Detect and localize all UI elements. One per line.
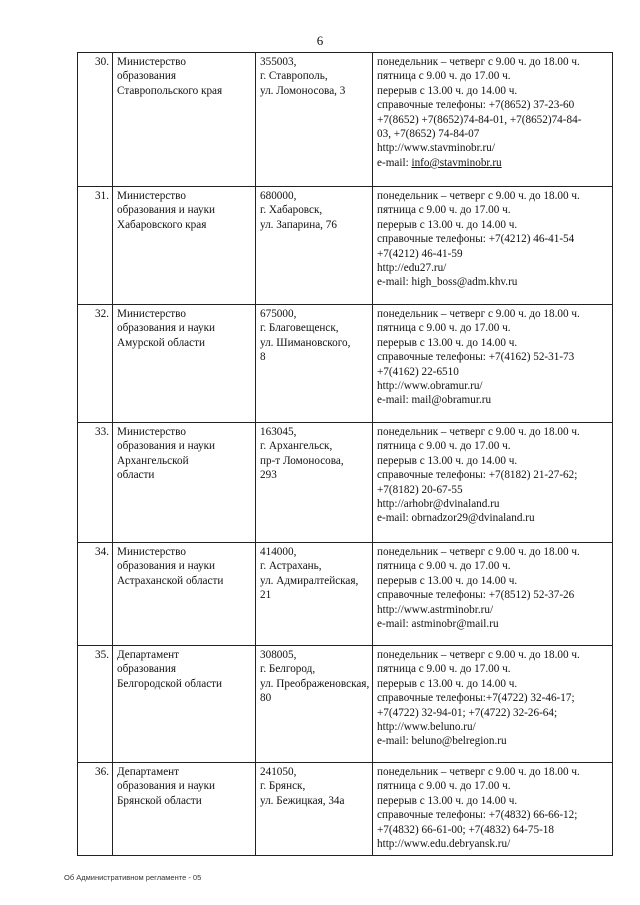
phone-line: справочные телефоны: +7(4212) 46-41-54: [377, 233, 575, 246]
page-number: 6: [316, 33, 324, 48]
contact-info-cell: [373, 305, 613, 423]
row-number: 34.: [95, 546, 109, 558]
phone-line: +7(4212) 46-41-59: [377, 247, 463, 260]
schedule-line: перерыв с 13.00 ч. до 14.00 ч.: [377, 84, 518, 97]
organization-line: Министерство: [117, 426, 186, 438]
address-line: 21: [260, 589, 272, 602]
phone-line: +7(8182) 20-67-55: [377, 483, 463, 496]
organization-line: Амурской области: [117, 336, 205, 349]
phone-line: 03, +7(8652) 74-84-07: [377, 128, 480, 141]
phone-line: справочные телефоны: +7(4162) 52-31-73: [377, 351, 575, 364]
website-link: http://edu27.ru/: [377, 262, 447, 275]
address-line: 308005,: [260, 649, 297, 661]
organization-line: Архангельской: [117, 454, 189, 467]
address-line: г. Хабаровск,: [260, 204, 323, 217]
organization-line: Астраханской области: [117, 574, 224, 587]
address-cell: [256, 543, 373, 646]
schedule-line: перерыв с 13.00 ч. до 14.00 ч.: [377, 454, 518, 467]
schedule-line: понедельник – четверг с 9.00 ч. до 18.00 ч.: [377, 56, 580, 68]
table-row: [78, 53, 613, 187]
organization-line: образования и науки: [117, 780, 215, 793]
address-line: 680000,: [260, 190, 297, 202]
email-address: info@stavminobr.ru: [411, 156, 502, 169]
phone-line: +7(8652) +7(8652)74-84-01, +7(8652)74-84-: [377, 113, 582, 126]
schedule-line: пятница с 9.00 ч. до 17.00 ч.: [377, 70, 511, 83]
table-row: [78, 187, 613, 305]
address-line: г. Ставрополь,: [260, 70, 328, 83]
phone-line: справочные телефоны: +7(4832) 66-66-12;: [377, 809, 578, 822]
address-line: 355003,: [260, 56, 297, 68]
phone-line: справочные телефоны: +7(8182) 21-27-62;: [377, 469, 578, 482]
organization-cell: [113, 187, 256, 305]
address-line: 414000,: [260, 546, 297, 558]
address-line: ул. Шимановского,: [260, 336, 351, 349]
email-line: [377, 393, 609, 407]
organization-line: образования и науки: [117, 322, 215, 335]
phone-line: справочные телефоны:+7(4722) 32-46-17;: [377, 692, 575, 705]
schedule-line: пятница с 9.00 ч. до 17.00 ч.: [377, 780, 511, 793]
email-line: [377, 275, 609, 289]
schedule-line: понедельник – четверг с 9.00 ч. до 18.00 ч.: [377, 546, 580, 558]
organization-line: Хабаровского края: [117, 218, 207, 231]
address-line: ул. Бежицкая, 34а: [260, 794, 345, 807]
email-label: e-mail:: [377, 512, 412, 525]
row-number-cell: [78, 187, 113, 305]
email-line: [377, 734, 609, 748]
row-number-cell: [78, 543, 113, 646]
address-line: ул. Преображеновская,: [260, 677, 370, 690]
schedule-line: перерыв с 13.00 ч. до 14.00 ч.: [377, 794, 518, 807]
schedule-line: перерыв с 13.00 ч. до 14.00 ч.: [377, 574, 518, 587]
phone-line: справочные телефоны: +7(8652) 37-23-60: [377, 99, 575, 112]
phone-line: +7(4162) 22-6510: [377, 365, 459, 378]
address-line: 675000,: [260, 308, 297, 320]
address-cell: [256, 423, 373, 543]
row-number: 30.: [95, 56, 109, 68]
email-address: high_boss@adm.khv.ru: [411, 276, 518, 289]
schedule-line: пятница с 9.00 ч. до 17.00 ч.: [377, 204, 511, 217]
email-address: astminobr@mail.ru: [411, 618, 499, 631]
address-line: г. Астрахань,: [260, 560, 322, 573]
email-label: e-mail:: [377, 394, 412, 407]
email-address: mail@obramur.ru: [411, 394, 492, 407]
row-number-cell: [78, 763, 113, 856]
row-number-cell: [78, 305, 113, 423]
table-row: [78, 423, 613, 543]
authorities-table: [77, 52, 613, 856]
address-line: г. Белгород,: [260, 663, 316, 676]
schedule-line: пятница с 9.00 ч. до 17.00 ч.: [377, 322, 511, 335]
email-label: e-mail:: [377, 156, 412, 169]
email-label: e-mail:: [377, 276, 412, 289]
email-line: [377, 617, 609, 631]
schedule-line: пятница с 9.00 ч. до 17.00 ч.: [377, 560, 511, 573]
organization-line: Министерство: [117, 308, 186, 320]
email-label: e-mail:: [377, 735, 412, 748]
contact-info-cell: [373, 187, 613, 305]
table-row: [78, 543, 613, 646]
organization-line: Министерство: [117, 190, 186, 202]
schedule-line: понедельник – четверг с 9.00 ч. до 18.00 ч.: [377, 190, 580, 202]
contact-info-cell: [373, 763, 613, 856]
contact-info-cell: [373, 423, 613, 543]
organization-line: Министерство: [117, 546, 186, 558]
schedule-line: перерыв с 13.00 ч. до 14.00 ч.: [377, 218, 518, 231]
organization-line: Департамент: [117, 766, 180, 778]
schedule-line: понедельник – четверг с 9.00 ч. до 18.00 ч.: [377, 649, 580, 661]
table-row: [78, 646, 613, 763]
organization-line: образования и науки: [117, 440, 215, 453]
schedule-line: пятница с 9.00 ч. до 17.00 ч.: [377, 440, 511, 453]
contact-info-cell: [373, 543, 613, 646]
schedule-line: понедельник – четверг с 9.00 ч. до 18.00 ч.: [377, 766, 580, 778]
table-row: [78, 763, 613, 856]
phone-line: справочные телефоны: +7(8512) 52-37-26: [377, 589, 575, 602]
schedule-line: понедельник – четверг с 9.00 ч. до 18.00 ч.: [377, 308, 580, 320]
address-line: 80: [260, 692, 272, 705]
address-line: 8: [260, 351, 266, 364]
row-number: 31.: [95, 190, 109, 202]
address-line: пр-т Ломоносова,: [260, 454, 344, 467]
schedule-line: пятница с 9.00 ч. до 17.00 ч.: [377, 663, 511, 676]
row-number: 35.: [95, 649, 109, 661]
address-cell: [256, 305, 373, 423]
schedule-line: понедельник – четверг с 9.00 ч. до 18.00 ч.: [377, 426, 580, 438]
schedule-line: перерыв с 13.00 ч. до 14.00 ч.: [377, 336, 518, 349]
email-address: beluno@belregion.ru: [411, 735, 507, 748]
website-link: http://www.edu.debryansk.ru/: [377, 838, 511, 851]
organization-line: Брянской области: [117, 794, 202, 807]
address-line: 241050,: [260, 766, 297, 778]
address-line: г. Брянск,: [260, 780, 306, 793]
email-line: [377, 511, 609, 525]
website-link: http://arhobr@dvinaland.ru: [377, 498, 500, 511]
row-number: 33.: [95, 426, 109, 438]
address-cell: [256, 763, 373, 856]
organization-cell: [113, 305, 256, 423]
phone-line: +7(4832) 66-61-00; +7(4832) 64-75-18: [377, 823, 554, 836]
address-line: 293: [260, 469, 277, 482]
organization-line: области: [117, 469, 155, 482]
organization-line: образования: [117, 663, 177, 676]
address-cell: [256, 187, 373, 305]
contact-info-cell: [373, 646, 613, 763]
organization-cell: [113, 423, 256, 543]
organization-line: образования и науки: [117, 560, 215, 573]
website-link: http://www.beluno.ru/: [377, 721, 476, 734]
address-cell: [256, 53, 373, 187]
organization-cell: [113, 646, 256, 763]
email-label: e-mail:: [377, 618, 412, 631]
contact-info-cell: [373, 53, 613, 187]
address-line: ул. Ломоносова, 3: [260, 84, 346, 97]
organization-line: образования и науки: [117, 204, 215, 217]
organization-line: Министерство: [117, 56, 186, 68]
row-number-cell: [78, 423, 113, 543]
address-line: ул. Адмиралтейская,: [260, 574, 359, 587]
organization-cell: [113, 763, 256, 856]
row-number: 36.: [95, 766, 109, 778]
address-line: ул. Запарина, 76: [260, 218, 337, 231]
table-row: [78, 305, 613, 423]
organization-cell: [113, 543, 256, 646]
row-number-cell: [78, 646, 113, 763]
email-address: obrnadzor29@dvinaland.ru: [411, 512, 535, 525]
organization-line: Департамент: [117, 649, 180, 661]
organization-cell: [113, 53, 256, 187]
website-link: http://www.obramur.ru/: [377, 380, 483, 393]
phone-line: +7(4722) 32-94-01; +7(4722) 32-26-64;: [377, 706, 558, 719]
address-line: 163045,: [260, 426, 297, 438]
website-link: http://www.astrminobr.ru/: [377, 603, 494, 616]
address-line: г. Архангельск,: [260, 440, 333, 453]
website-link: http://www.stavminobr.ru/: [377, 142, 495, 155]
organization-line: Ставропольского края: [117, 84, 223, 97]
row-number: 32.: [95, 308, 109, 320]
document-footer: Об Административном регламенте - 05: [64, 873, 202, 882]
address-line: г. Благовещенск,: [260, 322, 339, 335]
organization-line: Белгородской области: [117, 677, 223, 690]
organization-line: образования: [117, 70, 177, 83]
email-line: [377, 156, 609, 170]
row-number-cell: [78, 53, 113, 187]
address-cell: [256, 646, 373, 763]
schedule-line: перерыв с 13.00 ч. до 14.00 ч.: [377, 677, 518, 690]
authorities-table-body: [78, 53, 613, 856]
